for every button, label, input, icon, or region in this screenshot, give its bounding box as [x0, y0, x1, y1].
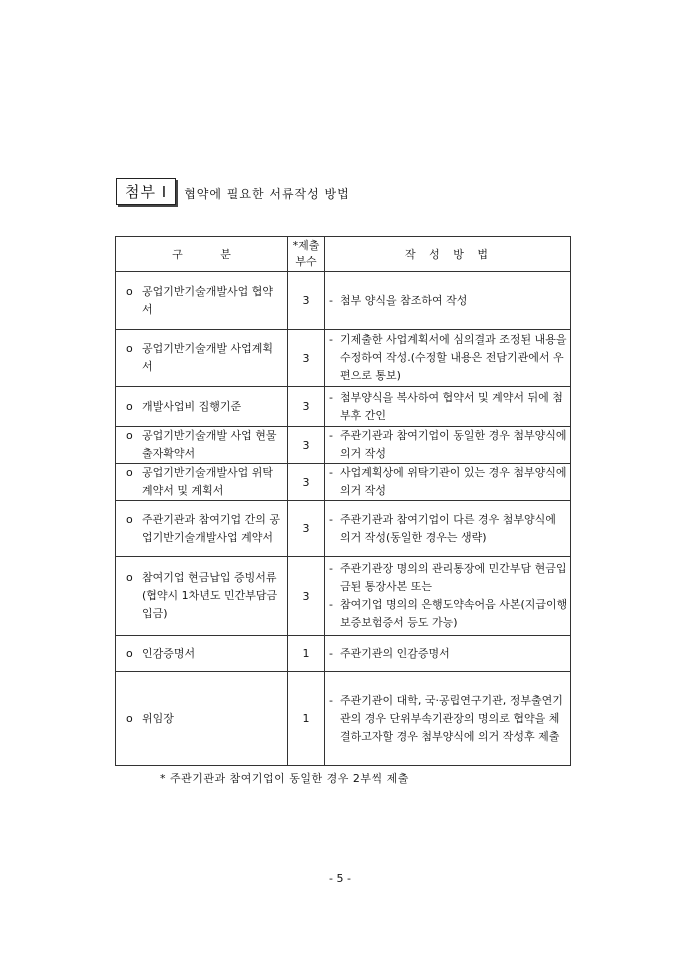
row-item-cell: [116, 501, 288, 557]
table-row: [116, 636, 571, 672]
row-copies: 3: [288, 330, 325, 387]
row-item-cell: [116, 636, 288, 672]
row-item-cell: [116, 387, 288, 427]
row-copies: 3: [288, 387, 325, 427]
row-item-cell: [116, 464, 288, 501]
row-copies: 3: [288, 272, 325, 330]
row-method-text: 참여기업 명의의 은행도약속어음 사본(지급이행 보증보험증서 등도 가능): [340, 598, 568, 629]
row-method-text: 첨부 양식을 참조하여 작성: [340, 293, 468, 307]
table-row: [116, 672, 571, 766]
row-copies: 1: [288, 636, 325, 672]
row-item-label: 공업기반기술개발 사업 현물출자확약서: [142, 429, 277, 460]
row-item-label: 인감증명서: [142, 646, 196, 660]
row-item-label: 공업기반기술개발사업 위탁계약서 및 계획서: [142, 466, 274, 497]
table-row: [116, 330, 571, 387]
row-item-label: 참여기업 현금납입 증빙서류(협약시 1차년도 민간부담금 입금): [142, 571, 278, 620]
header-copies: [288, 237, 325, 272]
row-method-cell: [325, 272, 571, 330]
row-method-cell: [325, 557, 571, 636]
row-item-cell: [116, 330, 288, 387]
row-copies: 3: [288, 557, 325, 636]
header-category: 구 분: [116, 237, 288, 272]
bullet-marker: o: [126, 342, 133, 355]
table-row: [116, 272, 571, 330]
dash-marker: -: [329, 693, 333, 707]
bullet-marker: o: [126, 512, 133, 526]
dash-marker: -: [329, 466, 333, 479]
row-method-cell: [325, 387, 571, 427]
table-row: [116, 501, 571, 557]
table-row: [116, 427, 571, 464]
bullet-marker: o: [126, 466, 133, 479]
dash-marker: -: [329, 562, 333, 575]
row-method-text: 주관기관과 참여기업이 동일한 경우 첨부양식에 의거 작성: [340, 429, 567, 460]
row-copies: 3: [288, 501, 325, 557]
bullet-marker: o: [126, 429, 133, 442]
row-item-cell: [116, 272, 288, 330]
table-header-row: [116, 237, 571, 272]
header-method: 작 성 방 법: [325, 237, 571, 272]
dash-marker: -: [329, 390, 333, 404]
attachment-title: 협약에 필요한 서류작성 방법: [184, 187, 350, 201]
bullet-marker: o: [126, 571, 133, 584]
table-row: [116, 387, 571, 427]
header-copies-line1: *제출: [292, 239, 320, 252]
row-method-cell: [325, 672, 571, 766]
row-method-cell: [325, 330, 571, 387]
attachment-heading: [116, 178, 350, 205]
row-method-cell: [325, 501, 571, 557]
row-method-text: 사업계획상에 위탁기관이 있는 경우 첨부양식에 의거 작성: [340, 466, 567, 497]
document-table: [115, 236, 571, 766]
row-item-label: 공업기반기술개발 사업계획서: [142, 342, 274, 373]
attachment-tag: 첨부 Ⅰ: [116, 178, 176, 205]
table-row: [116, 557, 571, 636]
row-item-label: 위임장: [142, 711, 174, 725]
dash-marker: -: [329, 512, 333, 526]
dash-marker: -: [329, 333, 333, 346]
row-copies: 3: [288, 427, 325, 464]
table-row: [116, 464, 571, 501]
dash-marker: -: [329, 598, 333, 611]
row-item-label: 주관기관과 참여기업 간의 공업기반기술개발사업 계약서: [142, 512, 281, 544]
page-number: - 5 -: [329, 872, 351, 885]
row-copies: 1: [288, 672, 325, 766]
bullet-marker: o: [126, 711, 133, 725]
row-item-label: 개발사업비 집행기준: [142, 399, 242, 413]
row-copies: 3: [288, 464, 325, 501]
row-item-cell: [116, 427, 288, 464]
row-item-cell: [116, 557, 288, 636]
dash-marker: -: [329, 429, 333, 442]
bullet-marker: o: [126, 284, 133, 298]
dash-marker: -: [329, 646, 333, 660]
row-method-text: 주관기관의 인감증명서: [340, 646, 450, 660]
dash-marker: -: [329, 293, 333, 307]
row-method-text: 첨부양식을 복사하여 협약서 및 계약서 뒤에 첨부후 간인: [340, 390, 563, 422]
bullet-marker: o: [126, 646, 133, 660]
row-method-text: 주관기관과 참여기업이 다른 경우 첨부양식에 의거 작성(동일한 경우는 생략): [340, 512, 556, 544]
row-item-label: 공업기반기술개발사업 협약서: [142, 284, 274, 316]
row-method-cell: [325, 636, 571, 672]
header-copies-line2: 부수: [295, 255, 317, 268]
row-item-cell: [116, 672, 288, 766]
row-method-text: 주관기관이 대학, 국·공립연구기관, 정부출연기관의 경우 단위부속기관장의 명의로 협약을 체결하고자할 경우 첨부양식에 의거 작성후 제출: [340, 693, 563, 743]
footnote: * 주관기관과 참여기업이 동일한 경우 2부씩 제출: [160, 772, 409, 785]
row-method-cell: [325, 427, 571, 464]
row-method-cell: [325, 464, 571, 501]
bullet-marker: o: [126, 399, 133, 413]
row-method-text: 기제출한 사업계획서에 심의결과 조정된 내용을 수정하여 작성.(수정할 내용은 전담기관에서 우편으로 통보): [340, 333, 567, 382]
row-method-text: 주관기관장 명의의 관리통장에 민간부담 현금입금된 통장사본 또는: [340, 562, 567, 593]
